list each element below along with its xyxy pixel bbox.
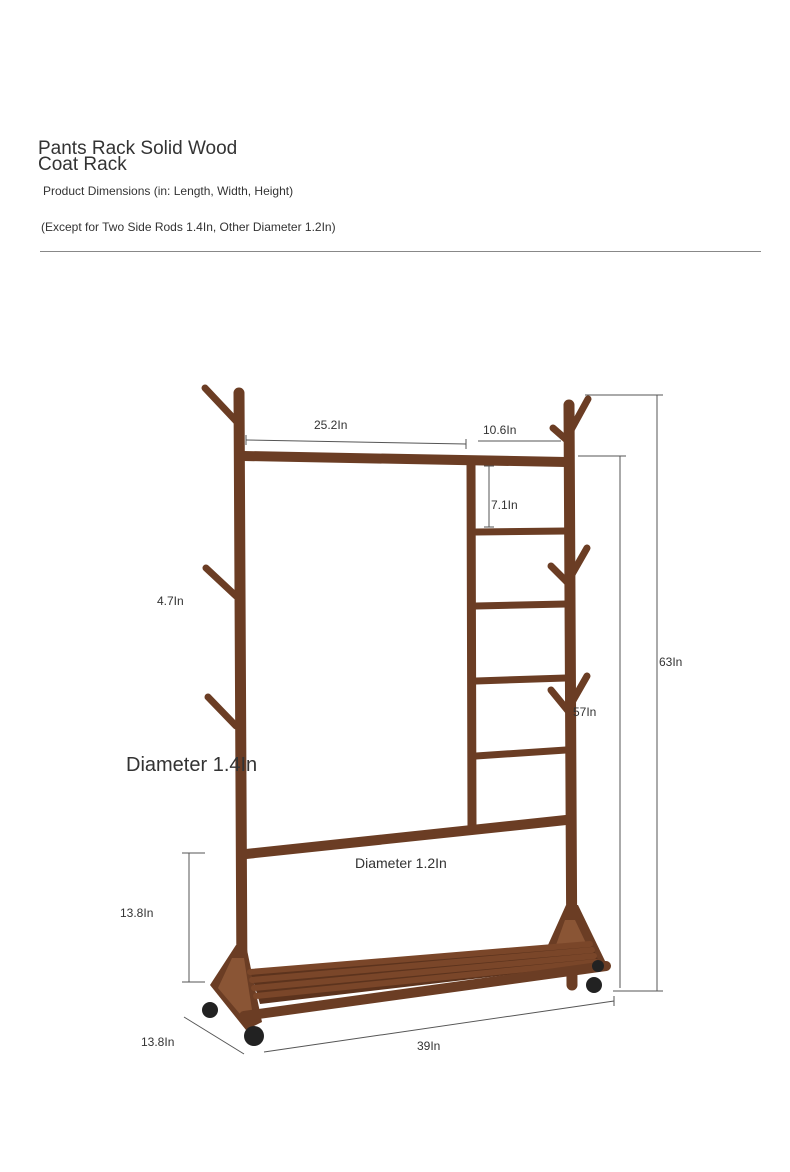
label-ladder-width: 10.6In	[483, 423, 517, 437]
right-post	[569, 405, 572, 985]
title-line-1: Pants Rack Solid Wood	[38, 138, 238, 159]
ladder-rung-1	[476, 531, 566, 532]
wheel-front-mid	[244, 1026, 264, 1046]
label-rod-diameter: Diameter 1.2In	[355, 855, 447, 871]
label-hook-length: 4.7In	[157, 594, 184, 608]
label-total-height: 63In	[659, 655, 683, 669]
label-ladder-spacing: 7.1In	[491, 498, 518, 512]
left-post	[239, 393, 242, 985]
label-top-bar-length: 25.2In	[314, 418, 348, 432]
dimensions-subtitle: Product Dimensions (in: Length, Width, Height)	[43, 184, 294, 198]
ladder-rung-3	[476, 678, 566, 681]
ladder-post	[471, 462, 472, 826]
hook-left-low	[208, 697, 236, 726]
label-inner-height: 57In	[573, 705, 597, 719]
wheel-back-right	[586, 977, 602, 993]
label-side-rod-diameter: Diameter 1.4In	[126, 754, 258, 776]
wheel-front-left	[202, 1002, 218, 1018]
ladder-rung-2	[476, 604, 566, 606]
diameter-note: (Except for Two Side Rods 1.4In, Other Diameter 1.2In)	[41, 220, 336, 234]
label-shelf-height: 13.8In	[120, 906, 154, 920]
label-depth: 13.8In	[141, 1035, 175, 1049]
label-length: 39In	[417, 1039, 441, 1053]
ladder-rung-4	[476, 750, 566, 756]
title-line-2: Coat Rack	[38, 154, 127, 175]
rack-structure	[202, 388, 606, 1046]
lower-bar	[246, 820, 566, 854]
wheel-right-side	[592, 960, 604, 972]
hook-left-top	[205, 388, 237, 422]
top-bar	[244, 456, 566, 462]
hook-left-mid	[206, 568, 236, 596]
